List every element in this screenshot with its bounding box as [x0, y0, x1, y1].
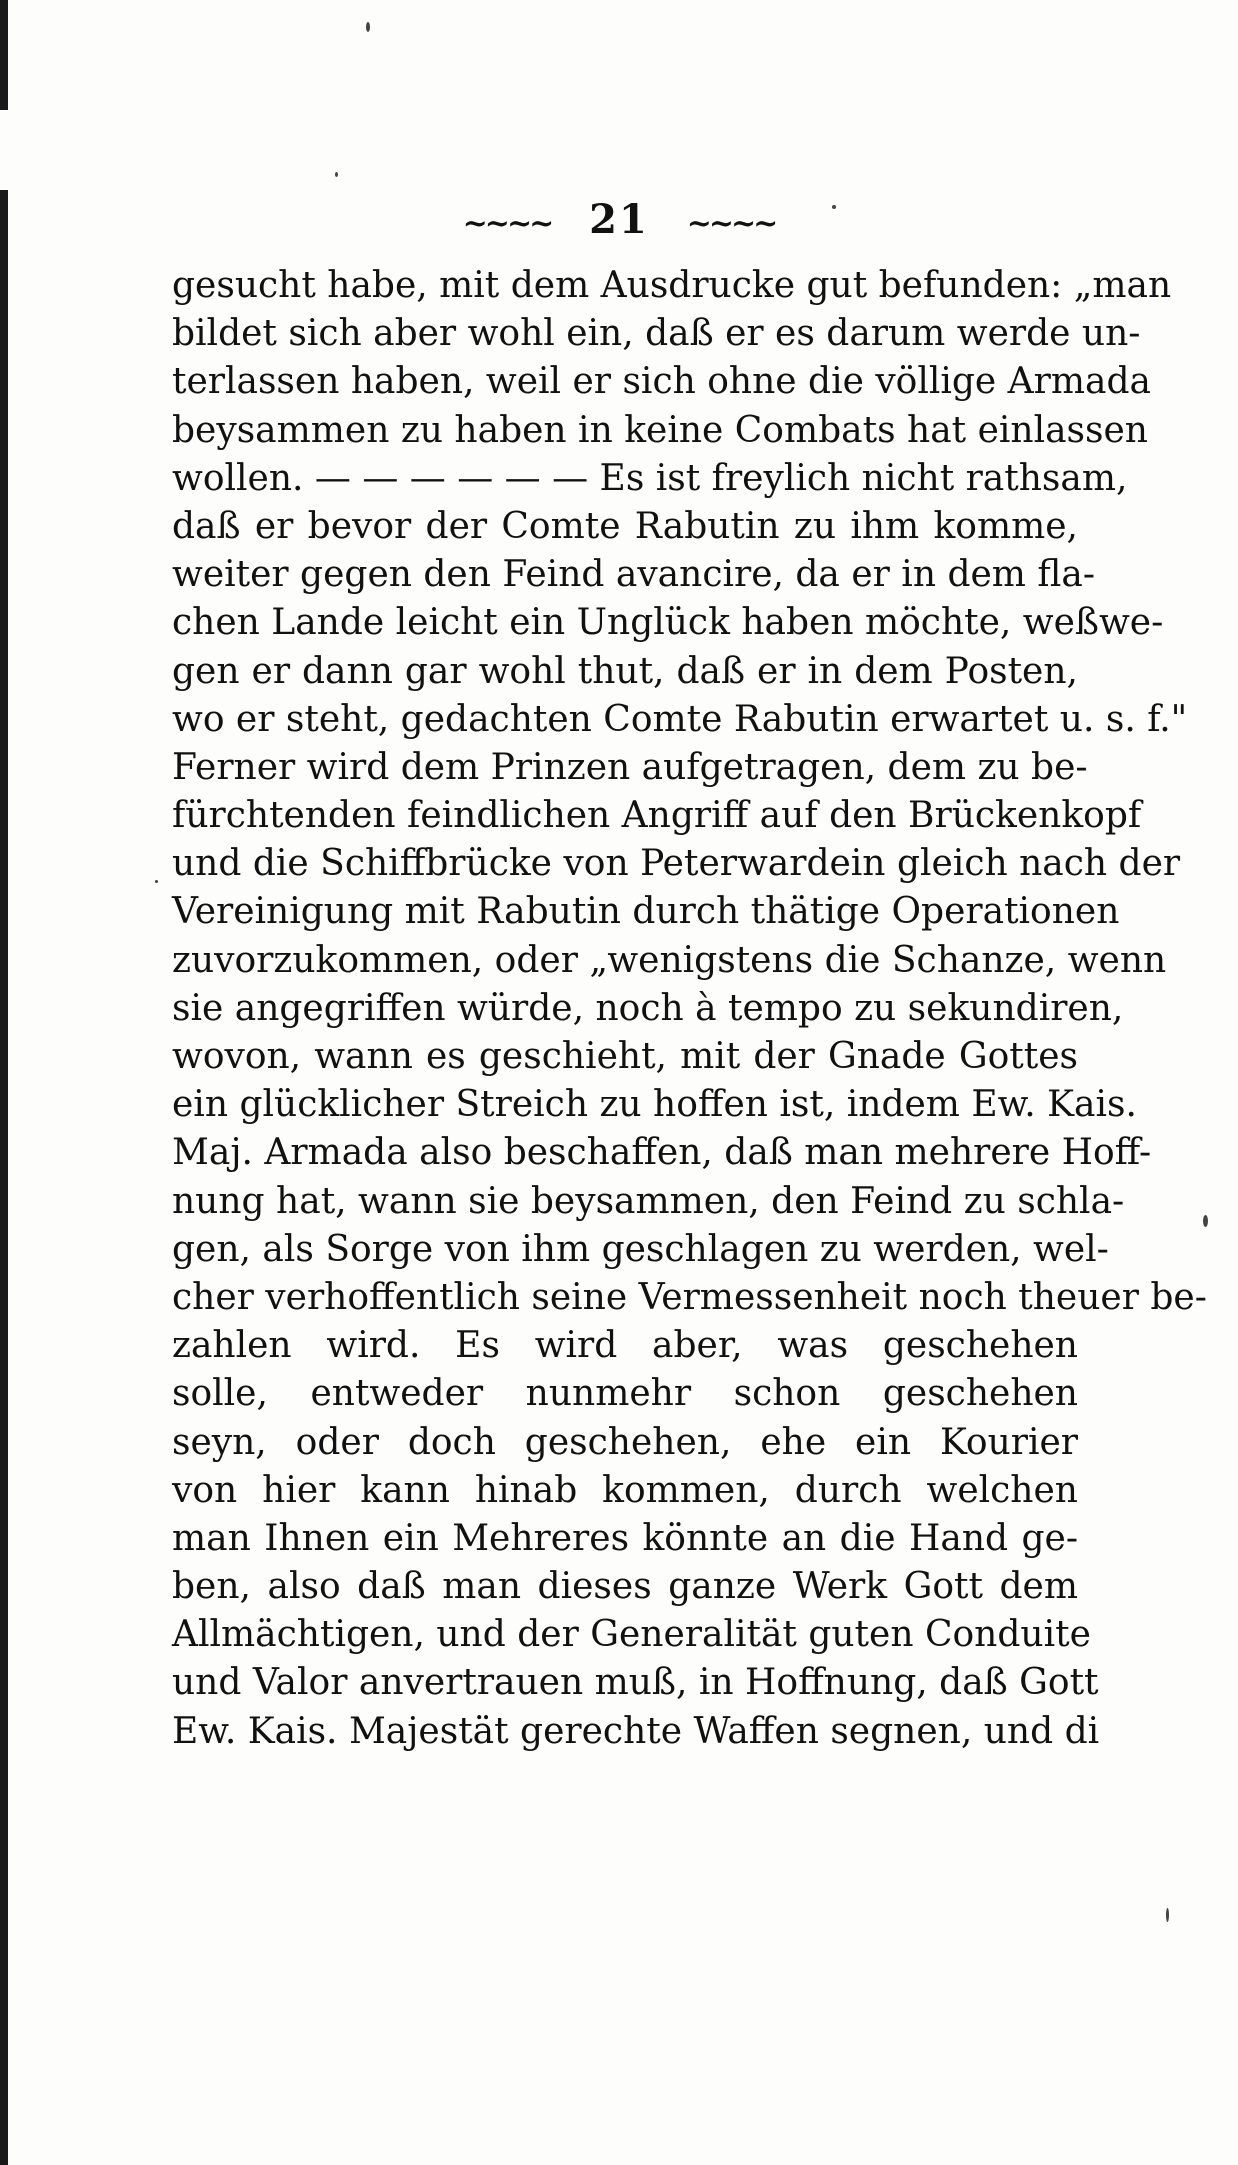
paper-speck [1166, 1908, 1169, 1922]
text-line: Maj. Armada also beschaffen, daß man mehrere Hoff- [172, 1132, 1152, 1174]
text-line: wo er steht, gedachten Comte Rabutin erwartet u. s. f." [172, 698, 1188, 740]
text-line: man Ihnen ein Mehreres könnte an die Hand ge- [172, 1517, 1078, 1559]
text-line: beysammen zu haben in keine Combats hat einlassen [172, 409, 1148, 451]
text-line: Ferner wird dem Prinzen aufgetragen, dem zu be- [172, 746, 1088, 788]
page-header [0, 196, 1238, 243]
paper-speck [366, 22, 370, 32]
page-binding-edge [0, 0, 8, 2165]
text-line: zuvorzukommen, oder „wenigstens die Schanze, wenn [172, 939, 1167, 981]
paper-speck [155, 880, 158, 883]
paper-speck [1203, 1215, 1208, 1227]
text-line: zahlen wird. Es wird aber, was geschehen [172, 1325, 1078, 1367]
text-line: Ew. Kais. Majestät gerechte Waffen segnen, und di [172, 1710, 1100, 1752]
body-text [172, 262, 1207, 1756]
text-line: daß er bevor der Comte Rabutin zu ihm komme, [172, 505, 1078, 547]
header-ornament-left: ~~~~ [462, 205, 552, 241]
text-line: und Valor anvertrauen muß, in Hoffnung, daß Gott [172, 1662, 1099, 1704]
text-line: gesucht habe, mit dem Ausdrucke gut befunden: „man [172, 265, 1172, 306]
text-line: nung hat, wann sie beysammen, den Feind zu schla- [172, 1180, 1125, 1222]
paper-speck [335, 172, 338, 177]
text-line: ein glücklicher Streich zu hoffen ist, indem Ew. Kais. [172, 1084, 1137, 1126]
text-line: ben, also daß man dieses ganze Werk Gott dem [172, 1566, 1078, 1608]
page-number: 21 [589, 196, 649, 243]
text-line: weiter gegen den Feind avancire, da er in dem fla- [172, 554, 1096, 596]
text-line: chen Lande leicht ein Unglück haben möchte, weßwe- [172, 602, 1164, 644]
text-line: seyn, oder doch geschehen, ehe ein Kourier [172, 1421, 1078, 1463]
text-line: sie angegriffen würde, noch à tempo zu sekundiren, [172, 987, 1124, 1029]
text-line: wovon, wann es geschieht, mit der Gnade Gottes [172, 1036, 1078, 1077]
text-line: Allmächtigen, und der Generalität guten Conduite [172, 1614, 1091, 1656]
text-line: bildet sich aber wohl ein, daß er es darum werde un- [172, 313, 1141, 355]
text-line: fürchtenden feindlichen Angriff auf den Brückenkopf [172, 795, 1142, 837]
text-line: und die Schiffbrücke von Peterwardein gleich nach der [172, 843, 1181, 885]
text-line: gen er dann gar wohl thut, daß er in dem Posten, [172, 650, 1078, 692]
text-line: von hier kann hinab kommen, durch welchen [172, 1469, 1078, 1511]
text-line: Vereinigung mit Rabutin durch thätige Operationen [172, 891, 1120, 933]
text-line: wollen. — — — — — — Es ist freylich nicht rathsam, [172, 457, 1128, 499]
page-edge-gap [0, 110, 8, 190]
header-ornament-right: ~~~~ [686, 205, 776, 241]
text-line: cher verhoffentlich seine Vermessenheit noch theuer be- [172, 1276, 1207, 1318]
text-line: solle, entweder nunmehr schon geschehen [172, 1373, 1078, 1415]
text-line: gen, als Sorge von ihm geschlagen zu werden, wel- [172, 1228, 1109, 1270]
text-line: terlassen haben, weil er sich ohne die völlige Armada [172, 361, 1151, 403]
